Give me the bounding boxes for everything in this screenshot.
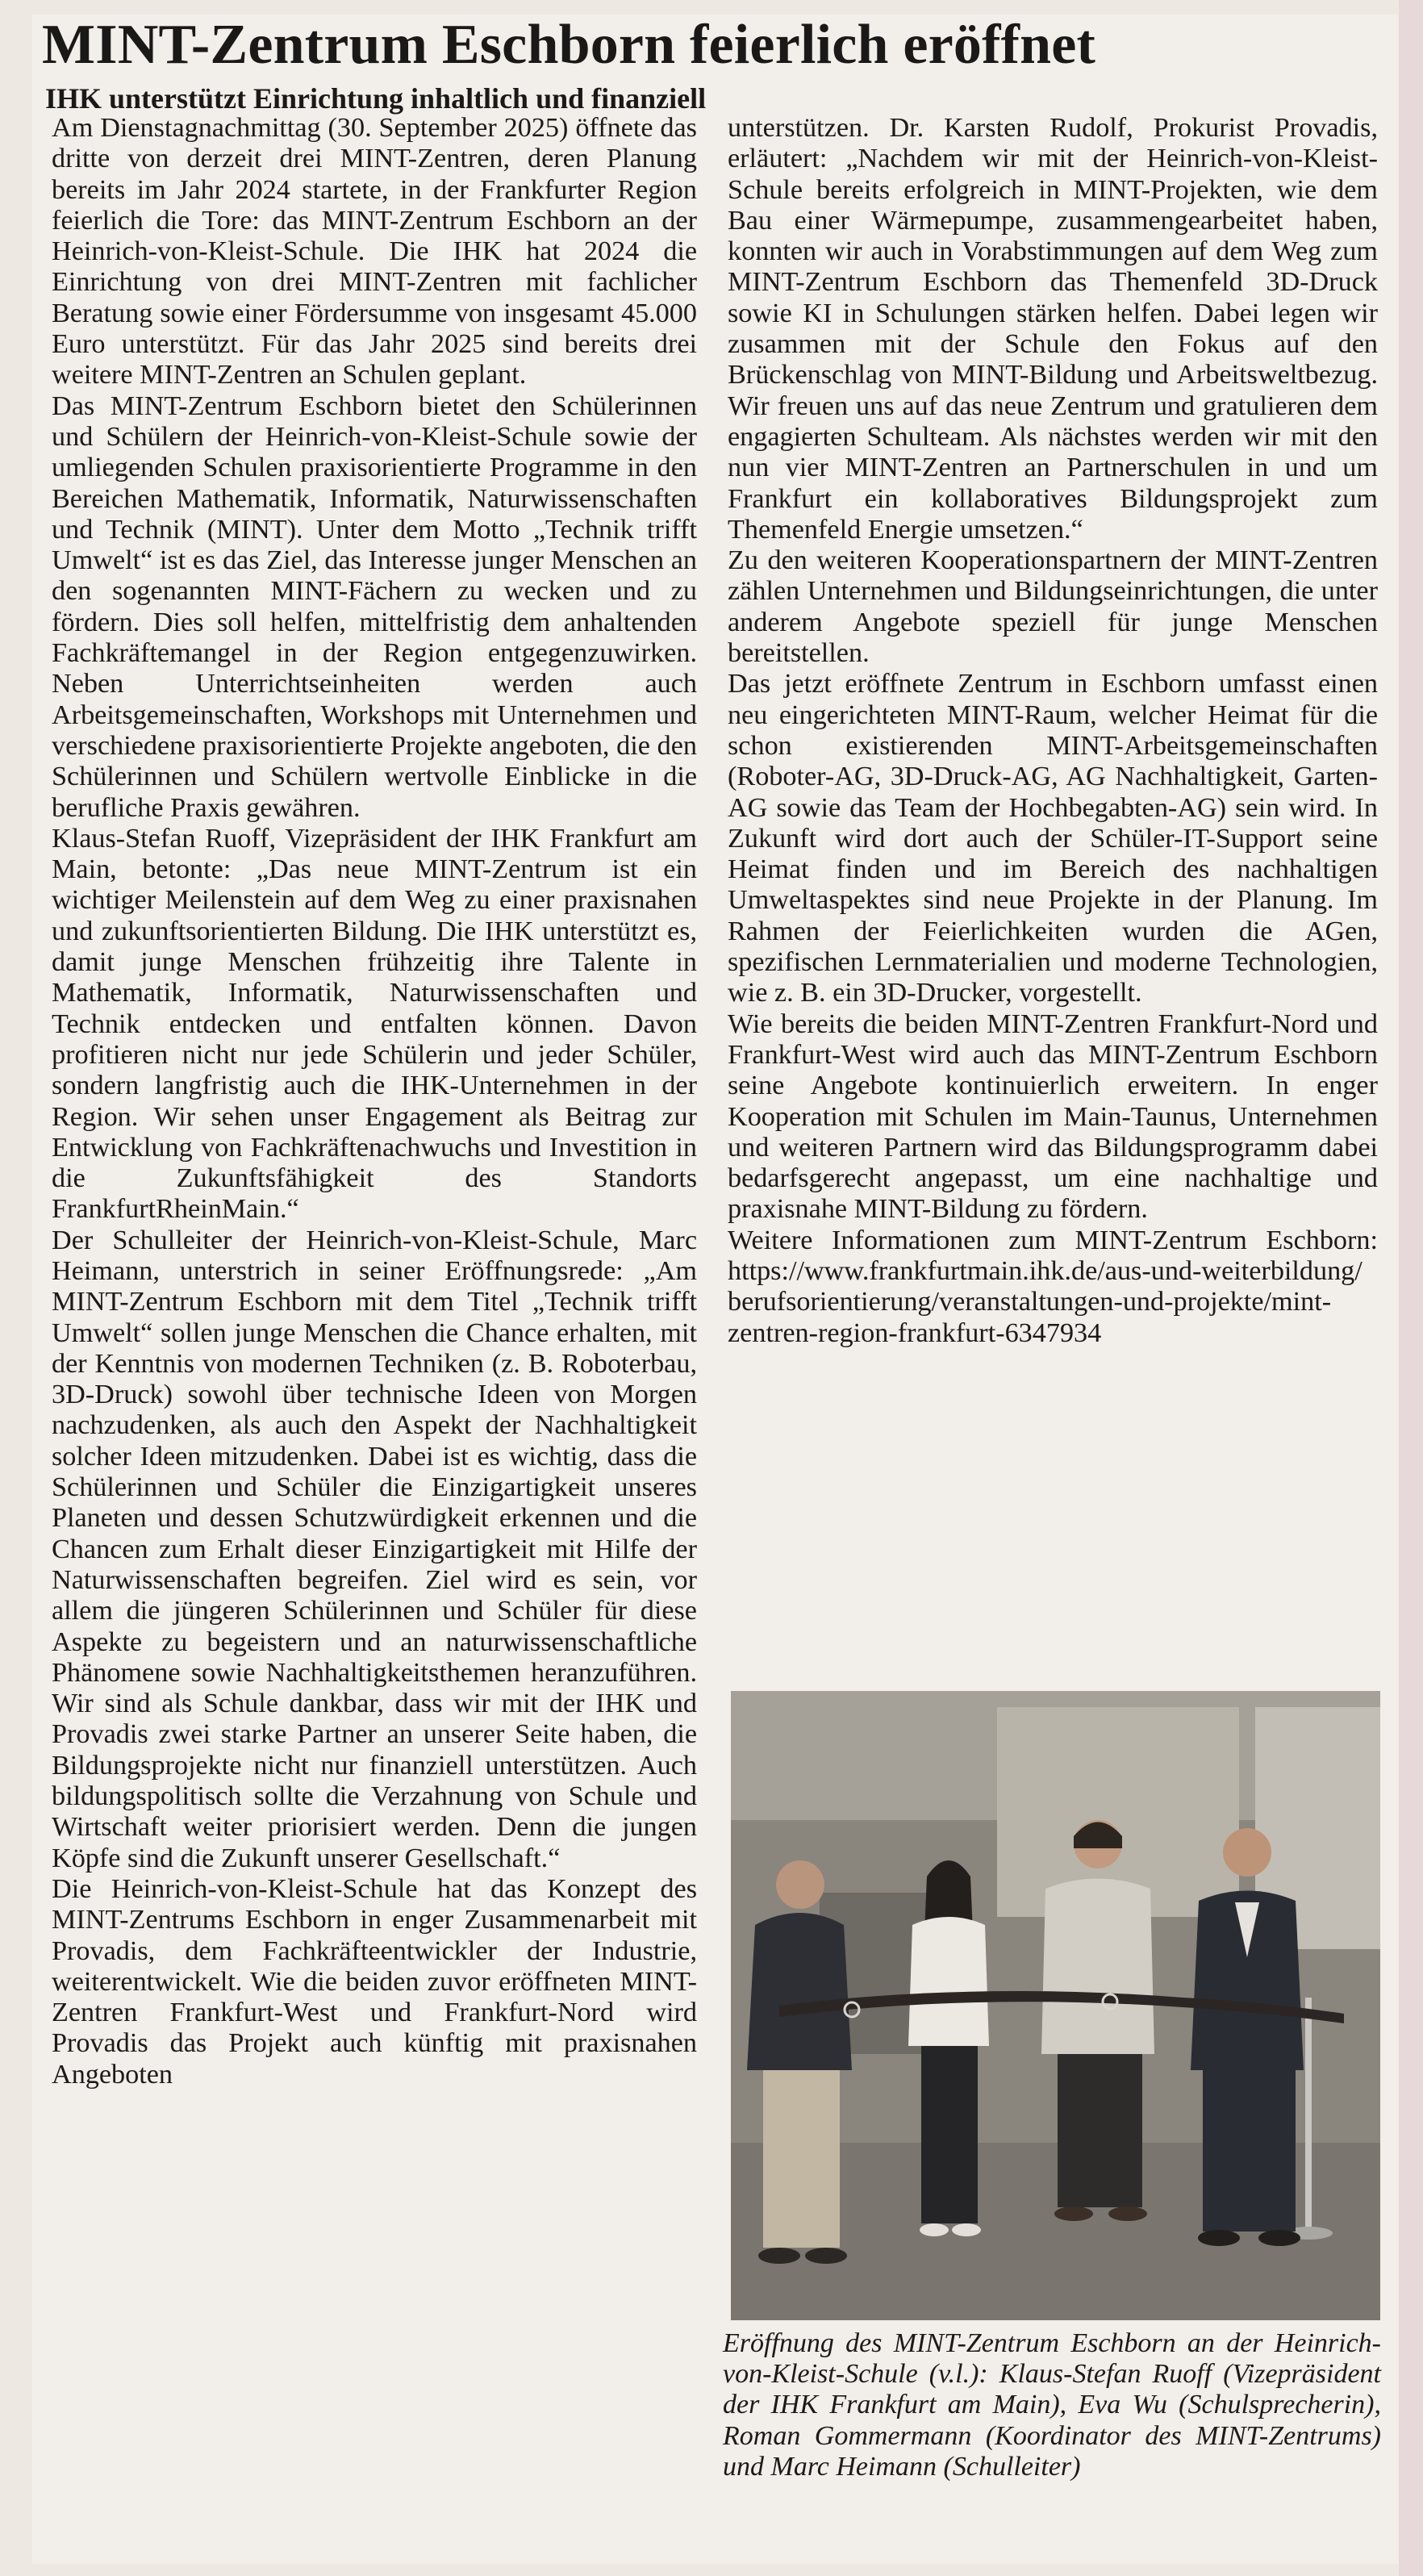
person-2-trousers: [921, 2046, 978, 2223]
paragraph-provadis-intro: Die Heinrich-von-Kleist-Schule hat das Konzept des MINT-Zentrums Eschborn in enger Zusammenarbeit mit Provadis, dem Fachkräfteentwickler der Industrie, weiterentwickelt. Wie die beiden zuvor eröffneten MINT-Zentren Frankfurt-West und Frankfurt-Nord wird Provadis das Projekt auch künftig mit praxisnahen Angeboten: [52, 1873, 697, 2090]
paragraph-expansion: Wie bereits die beiden MINT-Zentren Frankfurt-Nord und Frankfurt-West wird auch das MINT-Zentrum Eschborn seine Angebote kontinuierlich erweitern. In enger Kooperation mit Schulen im Main-Taunus, Unternehmen und weiteren Partnern wird das Bildungsprogramm dabei bedarfsgerecht angepasst, um eine nachhaltige und praxisnahe MINT-Bildung zu fördern.: [728, 1008, 1378, 1225]
article-headline: MINT-Zentrum Eschborn feierlich eröffnet: [42, 14, 1096, 76]
person-1-shoe-right: [805, 2248, 847, 2264]
person-2-top: [908, 1917, 989, 2046]
person-3-shoe-right: [1108, 2207, 1147, 2221]
person-3-shoe-left: [1054, 2207, 1093, 2221]
paragraph-partners: Zu den weiteren Kooperationspartnern der MINT-Zentren zählen Unternehmen und Bildungseinrichtungen, die unter anderem Angebote speziell für junge Menschen bereitstellen.: [728, 545, 1378, 669]
person-2-shoe-left: [920, 2223, 949, 2236]
paragraph-center-description: Das MINT-Zentrum Eschborn bietet den Schülerinnen und Schülern der Heinrich-von-Kleist-Schule sowie der umliegenden Schulen praxisorientierte Programme in den Bereichen Mathematik, Informatik, Naturwissenschaften und Technik (MINT). Unter dem Motto „Technik trifft Umwelt“ ist es das Ziel, das Interesse junger Menschen an den sogenannten MINT-Fächern zu wecken und zu fördern. Dies soll helfen, mittelfristig dem anhaltenden Fachkräftemangel in der Region entgegenzuwirken. Neben Unterrichtseinheiten werden auch Arbeitsgemeinschaften, Workshops mit Unternehmen und verschiedene praxisorientierte Projekte angeboten, die den Schülerinnen und Schülern wertvolle Einblicke in die berufliche Praxis gewähren.: [52, 390, 697, 823]
person-4-shoe-right: [1258, 2230, 1300, 2246]
paragraph-mint-room: Das jetzt eröffnete Zentrum in Eschborn umfasst einen neu eingerichteten MINT-Raum, welcher Heimat für die schon existierenden MINT-Arbeitsgemeinschaften (Roboter-AG, 3D-Druck-AG, AG Nachhaltigkeit, Garten-AG sowie das Team der Hochbegabten-AG) sein wird. In Zukunft wird dort auch der Schüler-IT-Support seine Heimat finden und im Bereich des nachhaltigen Umweltaspektes sind neue Projekte in der Planung. Im Rahmen der Feierlichkeiten wurden die AGen, spezifischen Lernmaterialien und moderne Technologien, wie z. B. ein 3D-Drucker, vorgestellt.: [728, 669, 1378, 1008]
more-info-paragraph: [728, 1225, 1378, 1349]
photo-caption: Eröffnung des MINT-Zentrum Eschborn an der Heinrich-von-Kleist-Schule (v.l.): Klaus-Stefan Ruoff (Vizepräsident der IHK Frankfurt am Main), Eva Wu (Schulsprecherin), Roman Gommermann (Koordinator des MINT-Zentrums) und Marc Heimann (Schulleiter): [723, 2328, 1381, 2482]
ribbon-cutting-photo: [731, 1691, 1380, 2320]
paragraph-intro: Am Dienstagnachmittag (30. September 2025) öffnete das dritte von derzeit drei MINT-Zentren, deren Planung bereits im Jahr 2024 startete, in der Frankfurter Region feierlich die Tore: das MINT-Zentrum Eschborn an der Heinrich-von-Kleist-Schule. Die IHK hat 2024 die Einrichtung von drei MINT-Zentren mit fachlicher Beratung sowie einer Fördersumme von insgesamt 45.000 Euro unterstützt. Für das Jahr 2025 sind bereits drei weitere MINT-Zentren an Schulen geplant.: [52, 113, 697, 390]
more-info-label: Weitere Informationen zum MINT-Zentrum Eschborn:: [728, 1225, 1378, 1255]
paragraph-heimann-quote: Der Schulleiter der Heinrich-von-Kleist-Schule, Marc Heimann, unterstrich in seiner Eröffnungsrede: „Am MINT-Zentrum Eschborn mit dem Titel „Technik trifft Umwelt“ sollen junge Menschen die Chance erhalten, mit der Kenntnis von modernen Techniken (z. B. Roboterbau, 3D-Druck) sowohl über technische Ideen von Morgen nachzudenken, als auch den Aspekt der Nachhaltigkeit solcher Ideen mitzudenken. Dabei ist es wichtig, dass die Schülerinnen und Schüler die Einzigartigkeit unseres Planeten und dessen Schutzwürdigkeit erkennen und die Chancen zum Erhalt dieser Einzigartigkeit mit Hilfe der Naturwissenschaften begreifen. Ziel wird es sein, vor allem die jüngeren Schülerinnen und Schüler für diese Aspekte zu begeistern und an naturwissenschaftliche Phänomene sowie Nachhaltigkeitsthemen heranzuführen. Wir sind als Schule dankbar, dass wir mit der IHK und Provadis zwei starke Partner an unserer Seite haben, die Bildungsprojekte nicht nur finanziell unterstützen. Auch bildungspolitisch sollte die Verzahnung von Schule und Wirtschaft weiter priorisiert werden. Denn die jungen Köpfe sind die Zukunft unserer Gesellschaft.“: [52, 1225, 697, 1873]
right-column: [728, 113, 1378, 1349]
person-1-trousers: [763, 2070, 840, 2248]
person-3-blazer: [1041, 1879, 1154, 2055]
paragraph-rudolf-quote: unterstützen. Dr. Karsten Rudolf, Prokurist Provadis, erläutert: „Nachdem wir mit der Heinrich-von-Kleist-Schule bereits erfolgreich in MINT-Projekten, wie dem Bau einer Wärmepumpe, zusammengearbeitet haben, konnten wir auch in Vorabstimmungen auf dem Weg zum MINT-Zentrum Eschborn das Themenfeld 3D-Druck sowie KI in Schulungen stärken helfen. Dabei legen wir zusammen mit der Schule den Fokus auf den Brückenschlag von MINT-Bildung und Arbeitsweltbezug. Wir freuen uns auf das neue Zentrum und gratulieren dem engagierten Schulteam. Als nächstes werden wir mit den nun vier MINT-Zentren an Partnerschulen in und um Frankfurt ein kollaboratives Bildungsprojekt zum Themenfeld Energie umsetzen.“: [728, 113, 1378, 545]
stanchion-right: [1305, 1998, 1312, 2232]
person-4-head: [1223, 1828, 1271, 1877]
person-1-head: [776, 1860, 824, 1909]
person-3-trousers: [1058, 2054, 1142, 2207]
person-4-trousers: [1203, 2070, 1296, 2232]
neighbor-article-strip: [1399, 0, 1423, 2576]
person-1-jacket: [747, 1913, 852, 2070]
person-1-shoe-left: [758, 2248, 800, 2264]
person-4-shoe-left: [1198, 2230, 1240, 2246]
left-column: [52, 113, 697, 2090]
person-2-shoe-right: [952, 2223, 981, 2236]
article-subheadline: IHK unterstützt Einrichtung inhaltlich und finanziell: [45, 82, 707, 115]
photo-illustration: [731, 1691, 1380, 2320]
more-info-url: https://www.frankfurtmain.ihk.de/aus-und-weiterbildung/ berufsorientierung/veranstaltungen-und-projekte/mint-zentren-region-frankfurt-6347934: [728, 1255, 1362, 1348]
paragraph-ruoff-quote: Klaus-Stefan Ruoff, Vizepräsident der IHK Frankfurt am Main, betonte: „Das neue MINT-Zentrum ist ein wichtiger Meilenstein auf dem Weg zu einer praxisnahen und zukunftsorientierten Bildung. Die IHK unterstützt es, damit junge Menschen frühzeitig ihre Talente in Mathematik, Informatik, Naturwissenschaften und Technik entdecken und entfalten können. Davon profitieren nicht nur jede Schülerin und jeder Schüler, sondern langfristig auch die IHK-Unternehmen in der Region. Wir sehen unser Engagement als Beitrag zur Entwicklung von Fachkräftenachwuchs und Investition in die Zukunftsfähigkeit des Standorts FrankfurtRheinMain.“: [52, 823, 697, 1225]
